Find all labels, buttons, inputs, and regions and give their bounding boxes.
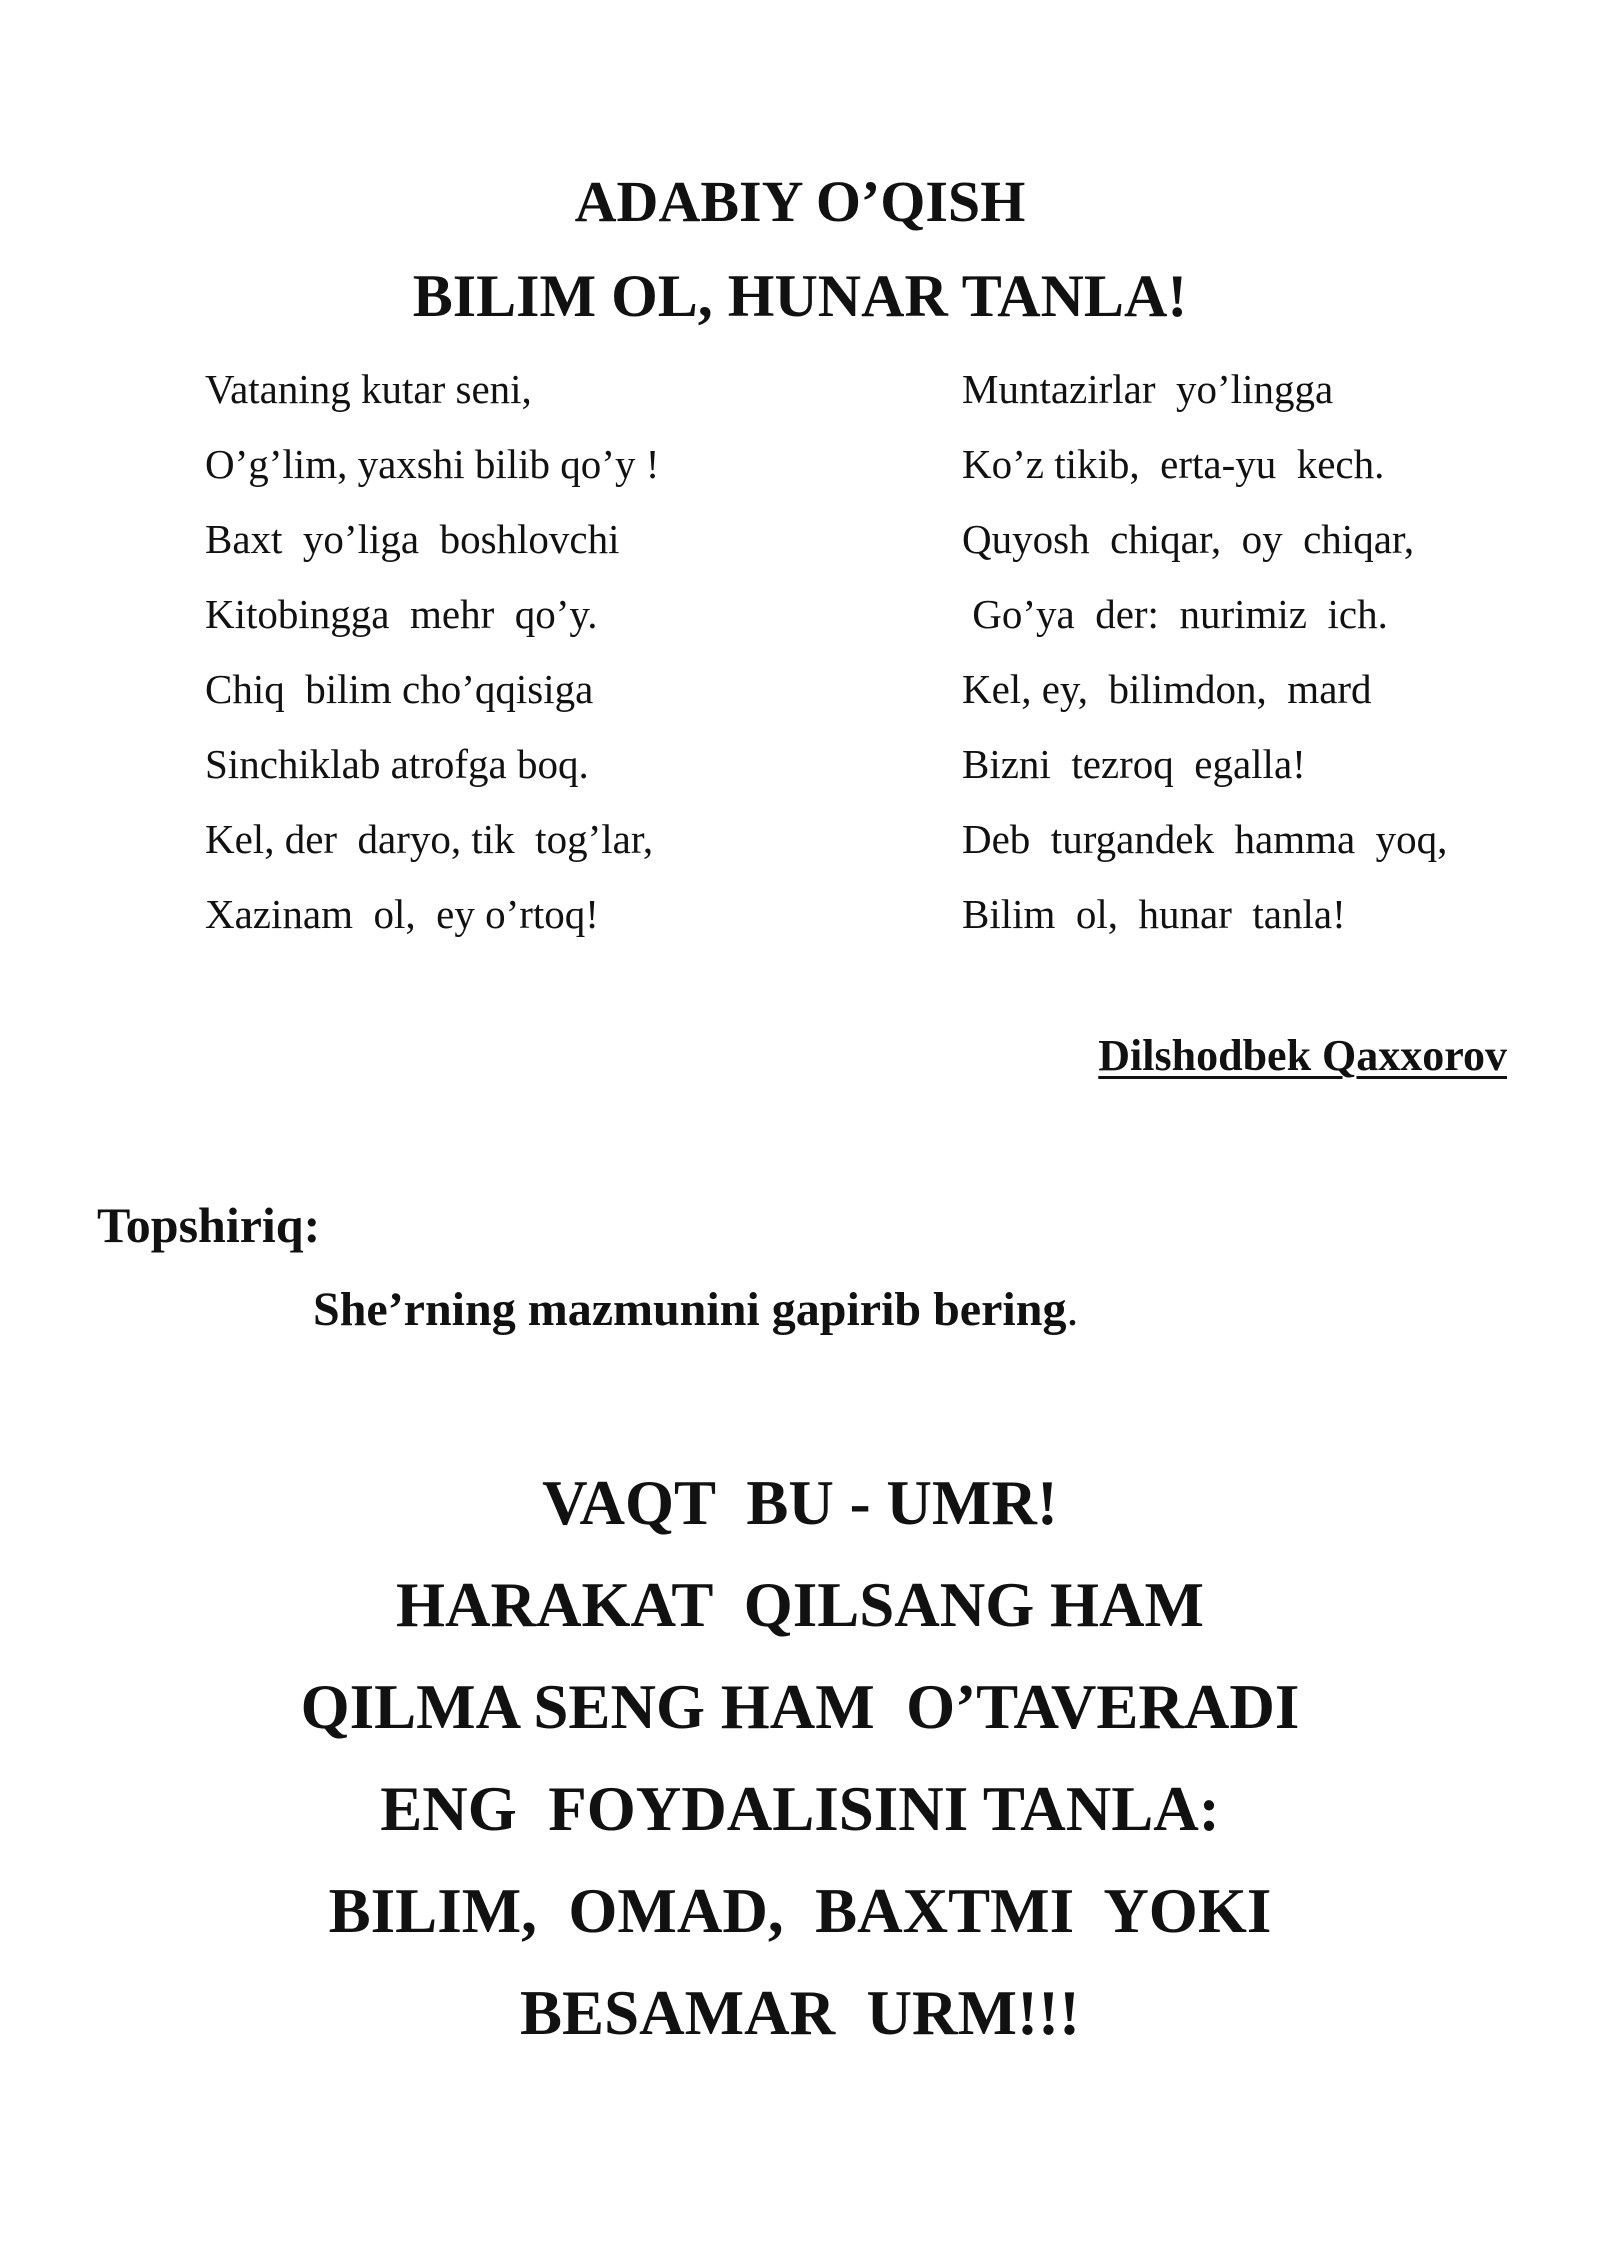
poem-line: Baxt yo’liga boshlovchi — [205, 516, 620, 562]
poem-line: Chiq bilim cho’qqisiga — [205, 666, 594, 712]
poem-title: BILIM OL, HUNAR TANLA! — [412, 263, 1188, 329]
poem-line: Sinchiklab atrofga boq. — [205, 741, 589, 787]
poem-left-column — [205, 352, 659, 952]
poem-line: Kel, ey, bilimdon, mard — [962, 666, 1372, 712]
motto-line: HARAKAT QILSANG HAM — [396, 1570, 1204, 1640]
poem-line: Ko’z tikib, erta-yu kech. — [962, 441, 1385, 487]
poem-line: Kitobingga mehr qo’y. — [205, 591, 598, 637]
motto-line: QILMA SENG HAM O’TAVERADI — [300, 1672, 1300, 1742]
task-text-period: . — [1066, 1283, 1079, 1336]
poem-line: Kel, der daryo, tik tog’lar, — [205, 816, 654, 862]
motto-line: ENG FOYDALISINI TANLA: — [380, 1774, 1220, 1844]
poem-line: Quyosh chiqar, oy chiqar, — [962, 516, 1415, 562]
poem-line: Bizni tezroq egalla! — [962, 741, 1306, 787]
poem-right-column — [962, 352, 1447, 952]
poem-line: Xazinam ol, ey o’rtoq! — [205, 891, 599, 937]
poem-line: Muntazirlar yo’lingga — [962, 366, 1334, 412]
page-title: ADABIY O’QISH — [574, 169, 1026, 234]
poem-line: Go’ya der: nurimiz ich. — [962, 591, 1388, 637]
poem-line: Deb turgandek hamma yoq, — [962, 816, 1448, 862]
poem-line: Bilim ol, hunar tanla! — [962, 891, 1346, 937]
task-text — [313, 1282, 1078, 1337]
task-text-body: She’rning mazmunini gapirib bering — [313, 1283, 1067, 1336]
task-heading: Topshiriq: — [97, 1197, 321, 1253]
poem-line: O’g’lim, yaxshi bilib qo’y ! — [205, 441, 660, 487]
motto-block — [0, 1452, 1600, 2064]
motto-line: VAQT BU - UMR! — [542, 1468, 1058, 1538]
motto-line: BESAMAR URM!!! — [520, 1978, 1080, 2048]
poem-author: Dilshodbek Qaxxorov — [1098, 1031, 1507, 1080]
motto-line: BILIM, OMAD, BAXTMI YOKI — [328, 1876, 1272, 1946]
poem-line: Vataning kutar seni, — [205, 366, 532, 412]
